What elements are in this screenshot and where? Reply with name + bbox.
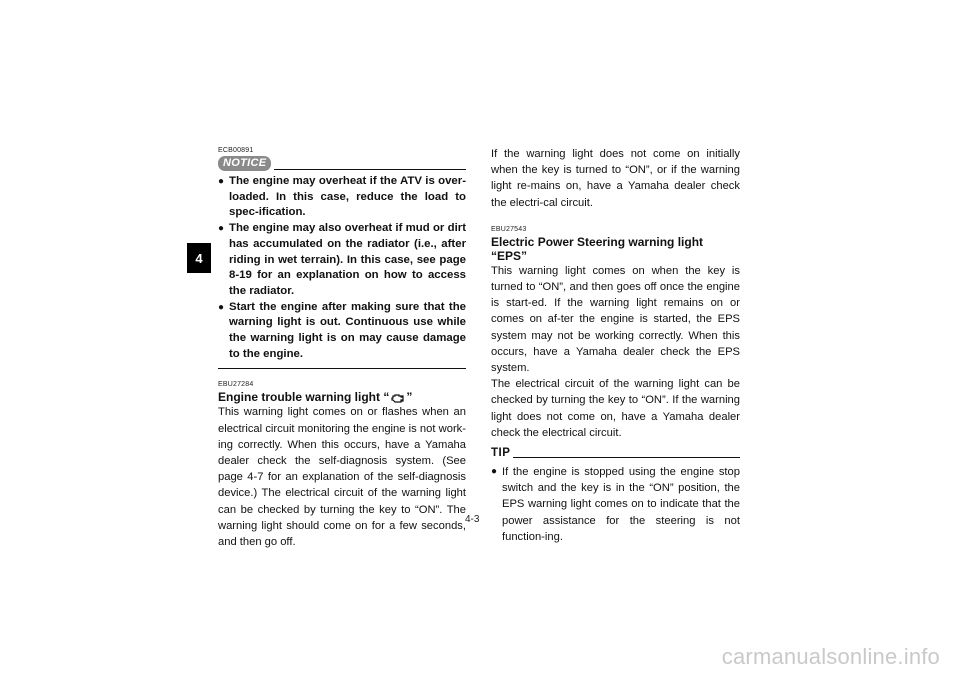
engine-section-heading	[218, 390, 466, 404]
tip-label: TIP	[491, 447, 511, 460]
tip-list	[491, 464, 740, 545]
left-column	[218, 146, 466, 550]
watermark: carmanualsonline.info	[721, 644, 940, 669]
page-number: 4-3	[465, 514, 480, 525]
tip-item	[491, 464, 740, 545]
engine-section-body: This warning light comes on or flashes when an electrical circuit monitoring the engine is not work-ing correctly. When this occurs, have a Yamaha dealer check the self-diagnosis system. (See page 4-7 for an explanation of the self-diagnosis device.) The electrical circuit of the warning light can be checked by turning the key to “ON”. The warning light should come on for a few seconds, and then go off.	[218, 406, 466, 549]
notice-rule	[274, 169, 466, 170]
engine-icon	[391, 393, 404, 403]
tip-item-text: If the engine is stopped using the engine stop switch and the key is in the “ON” position, the EPS warning light comes on to indicate that the power assistance for the steering is not function-ing.	[502, 466, 740, 543]
bullet-icon: ●	[491, 466, 498, 478]
heading-suffix: ”	[406, 390, 413, 405]
tip-rule	[513, 457, 740, 458]
engine-warning-section	[218, 380, 466, 550]
right-intro-paragraph: If the warning light does not come on initially when the key is turned to “ON”, or if the warning light re-mains on, have a Yamaha dealer check the electri-cal circuit.	[491, 148, 740, 209]
right-column	[491, 146, 740, 545]
notice-item	[218, 221, 466, 300]
eps-section-heading: Electric Power Steering warning light “EPS”	[491, 234, 704, 263]
notice-list	[218, 174, 466, 362]
bullet-icon: ●	[218, 301, 225, 313]
notice-item-text: Start the engine after making sure that the warning light is out. Continuous use while the warning light is on may cause damage to the engine.	[229, 300, 466, 360]
notice-item	[218, 300, 466, 363]
bullet-icon: ●	[218, 176, 225, 187]
tip-header	[491, 447, 740, 460]
notice-badge: NOTICE	[218, 156, 271, 171]
eps-section-body-1: This warning light comes on when the key is turned to “ON”, and then goes off once the engine is start-ed. If the warning light remains on or comes on af-ter the engine is started, the EPS system may not be working correctly. When this occurs, have a Yamaha dealer check the EPS system.	[491, 264, 740, 375]
eps-section	[491, 225, 740, 441]
notice-item	[218, 174, 466, 221]
heading-prefix: Engine trouble warning light “	[218, 390, 390, 405]
notice-item-text: The engine may also overheat if mud or dirt has accumulated on the radiator (i.e., after riding in wet terrain). In this case, see page 8-19 for an explanation on how to access the radiator.	[229, 222, 466, 297]
eps-section-code: EBU27543	[491, 225, 527, 233]
notice-header	[218, 156, 466, 171]
notice-code: ECB00891	[218, 147, 254, 154]
bullet-icon: ●	[218, 223, 225, 235]
engine-section-code: EBU27284	[218, 381, 254, 389]
notice-item-text: The engine may overheat if the ATV is over-loaded. In this case, reduce the load to spec-ification.	[229, 175, 466, 219]
chapter-tab: 4	[187, 243, 211, 273]
notice-end-rule	[218, 368, 466, 369]
eps-section-body-2: The electrical circuit of the warning light can be checked by turning the key to “ON”. If the warning light does not come on, have a Yamaha dealer check the electrical circuit.	[491, 378, 740, 439]
